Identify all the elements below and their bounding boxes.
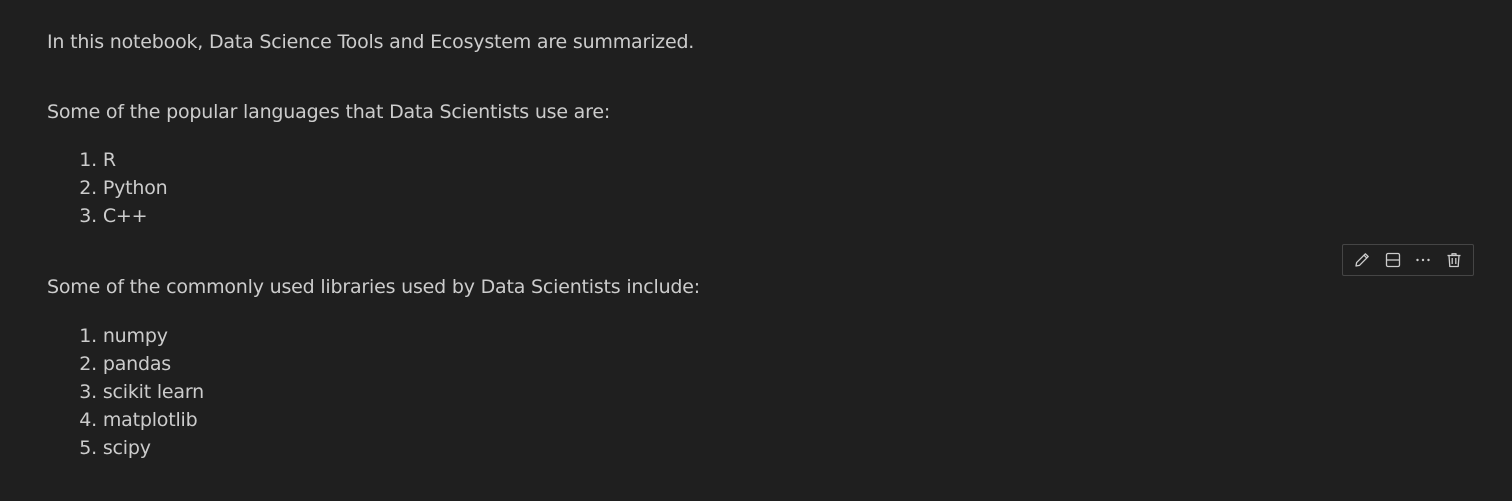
list-item: 3. scikit learn (79, 381, 204, 403)
list-item: 3. C++ (79, 205, 148, 227)
list-item: 5. scipy (79, 437, 151, 459)
list-item: 1. numpy (79, 325, 168, 347)
cell-toolbar (1342, 244, 1474, 276)
libraries-heading: Some of the commonly used libraries used by Data Scientists include: (47, 276, 700, 298)
list-item: 1. R (79, 149, 116, 171)
intro-text: In this notebook, Data Science Tools and Ecosystem are summarized. (47, 31, 695, 53)
delete-cell-button[interactable] (1441, 247, 1467, 273)
edit-cell-button[interactable] (1349, 247, 1375, 273)
list-item: 4. matplotlib (79, 409, 198, 431)
more-actions-button[interactable] (1410, 247, 1436, 273)
list-item: 2. Python (79, 177, 168, 199)
split-cell-icon (1384, 251, 1402, 269)
languages-heading: Some of the popular languages that Data Scientists use are: (47, 101, 611, 123)
languages-list (47, 146, 168, 230)
pencil-icon (1353, 251, 1371, 269)
libraries-list (47, 322, 204, 462)
split-cell-button[interactable] (1380, 247, 1406, 273)
list-item: 2. pandas (79, 353, 171, 375)
more-icon (1414, 251, 1432, 269)
trash-icon (1445, 251, 1463, 269)
